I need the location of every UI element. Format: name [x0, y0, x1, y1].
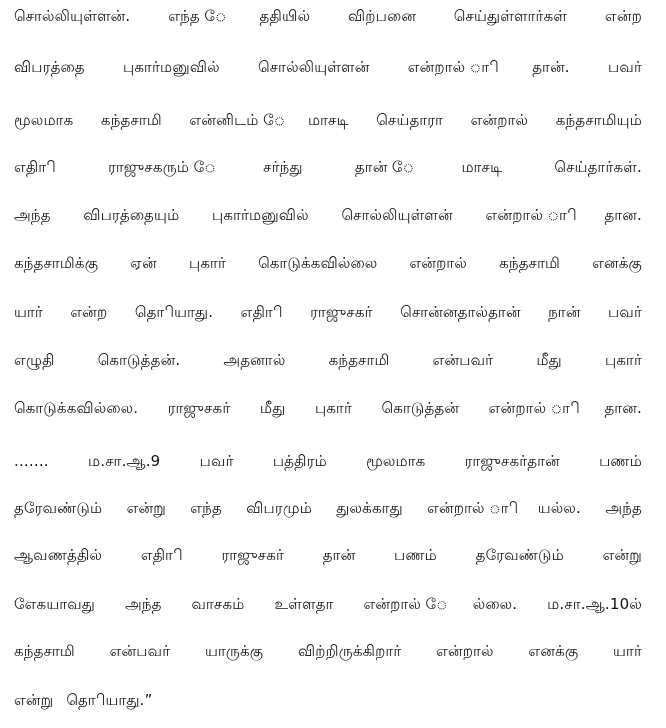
- text-line: என்று தொியாது.”: [14, 691, 153, 709]
- text-line: ஆவணத்தில் எதிாி ராஜுசகர் தான் பணம் தரேவண்டும் என்று: [14, 546, 642, 564]
- text-line: தரேவண்டும் என்று எந்த விபரமும் துலக்காது என்றால் ாியல்ல. அந்த: [14, 499, 642, 517]
- text-line: கொடுக்கவில்லை. ராஜுசகர் மீது புகார் கொடுத்தன் என்றால் ாிதான.: [14, 399, 642, 417]
- text-line: கந்தசாமிக்கு ஏன் புகார் கொடுக்கவில்லை என்றால் கந்தசாமி எனக்கு: [14, 254, 642, 272]
- text-line: மூலமாக கந்தசாமி என்னிடம் ேமாசடி செய்தாரா என்றால் கந்தசாமியும்: [14, 111, 642, 129]
- text-line: யார் என்ற தொியாது. எதிாி ராஜுசகர் சொன்னதால்தான் நான் பவர்: [14, 303, 642, 321]
- text-line: ....... ம.சா.ஆ.9 பவர் பத்திரம் மூலமாக ராஜுசகர்தான் பணம்: [14, 452, 642, 470]
- text-line: கந்தசாமி என்பவர் யாருக்கு விற்றிருக்கிறார் என்றால் எனக்கு யார்: [14, 642, 642, 660]
- text-line: சொல்லியுள்ளன். எந்த ேததியில் விற்பனை செய்துள்ளார்கள் என்ற: [14, 7, 642, 25]
- text-line: எதிாி ராஜுசகரும் ேசர்ந்து தான் ேமாசடி செய்தார்கள்.: [14, 158, 642, 176]
- text-line: அந்த விபரத்தையும் புகார்மனுவில் சொல்லியுள்ளன் என்றால் ாிதான.: [14, 206, 642, 224]
- text-line: விபரத்தை புகார்மனுவில் சொல்லியுள்ளன் என்றால் ாிதான். பவர்: [14, 58, 642, 76]
- text-line: எேகயாவது அந்த வாசகம் உள்ளதா என்றால் ேல்லை. ம.சா.ஆ.10ல்: [14, 595, 642, 613]
- text-line: எழுதி கொடுத்தன். அதனால் கந்தசாமி என்பவர் மீது புகார்: [14, 351, 642, 369]
